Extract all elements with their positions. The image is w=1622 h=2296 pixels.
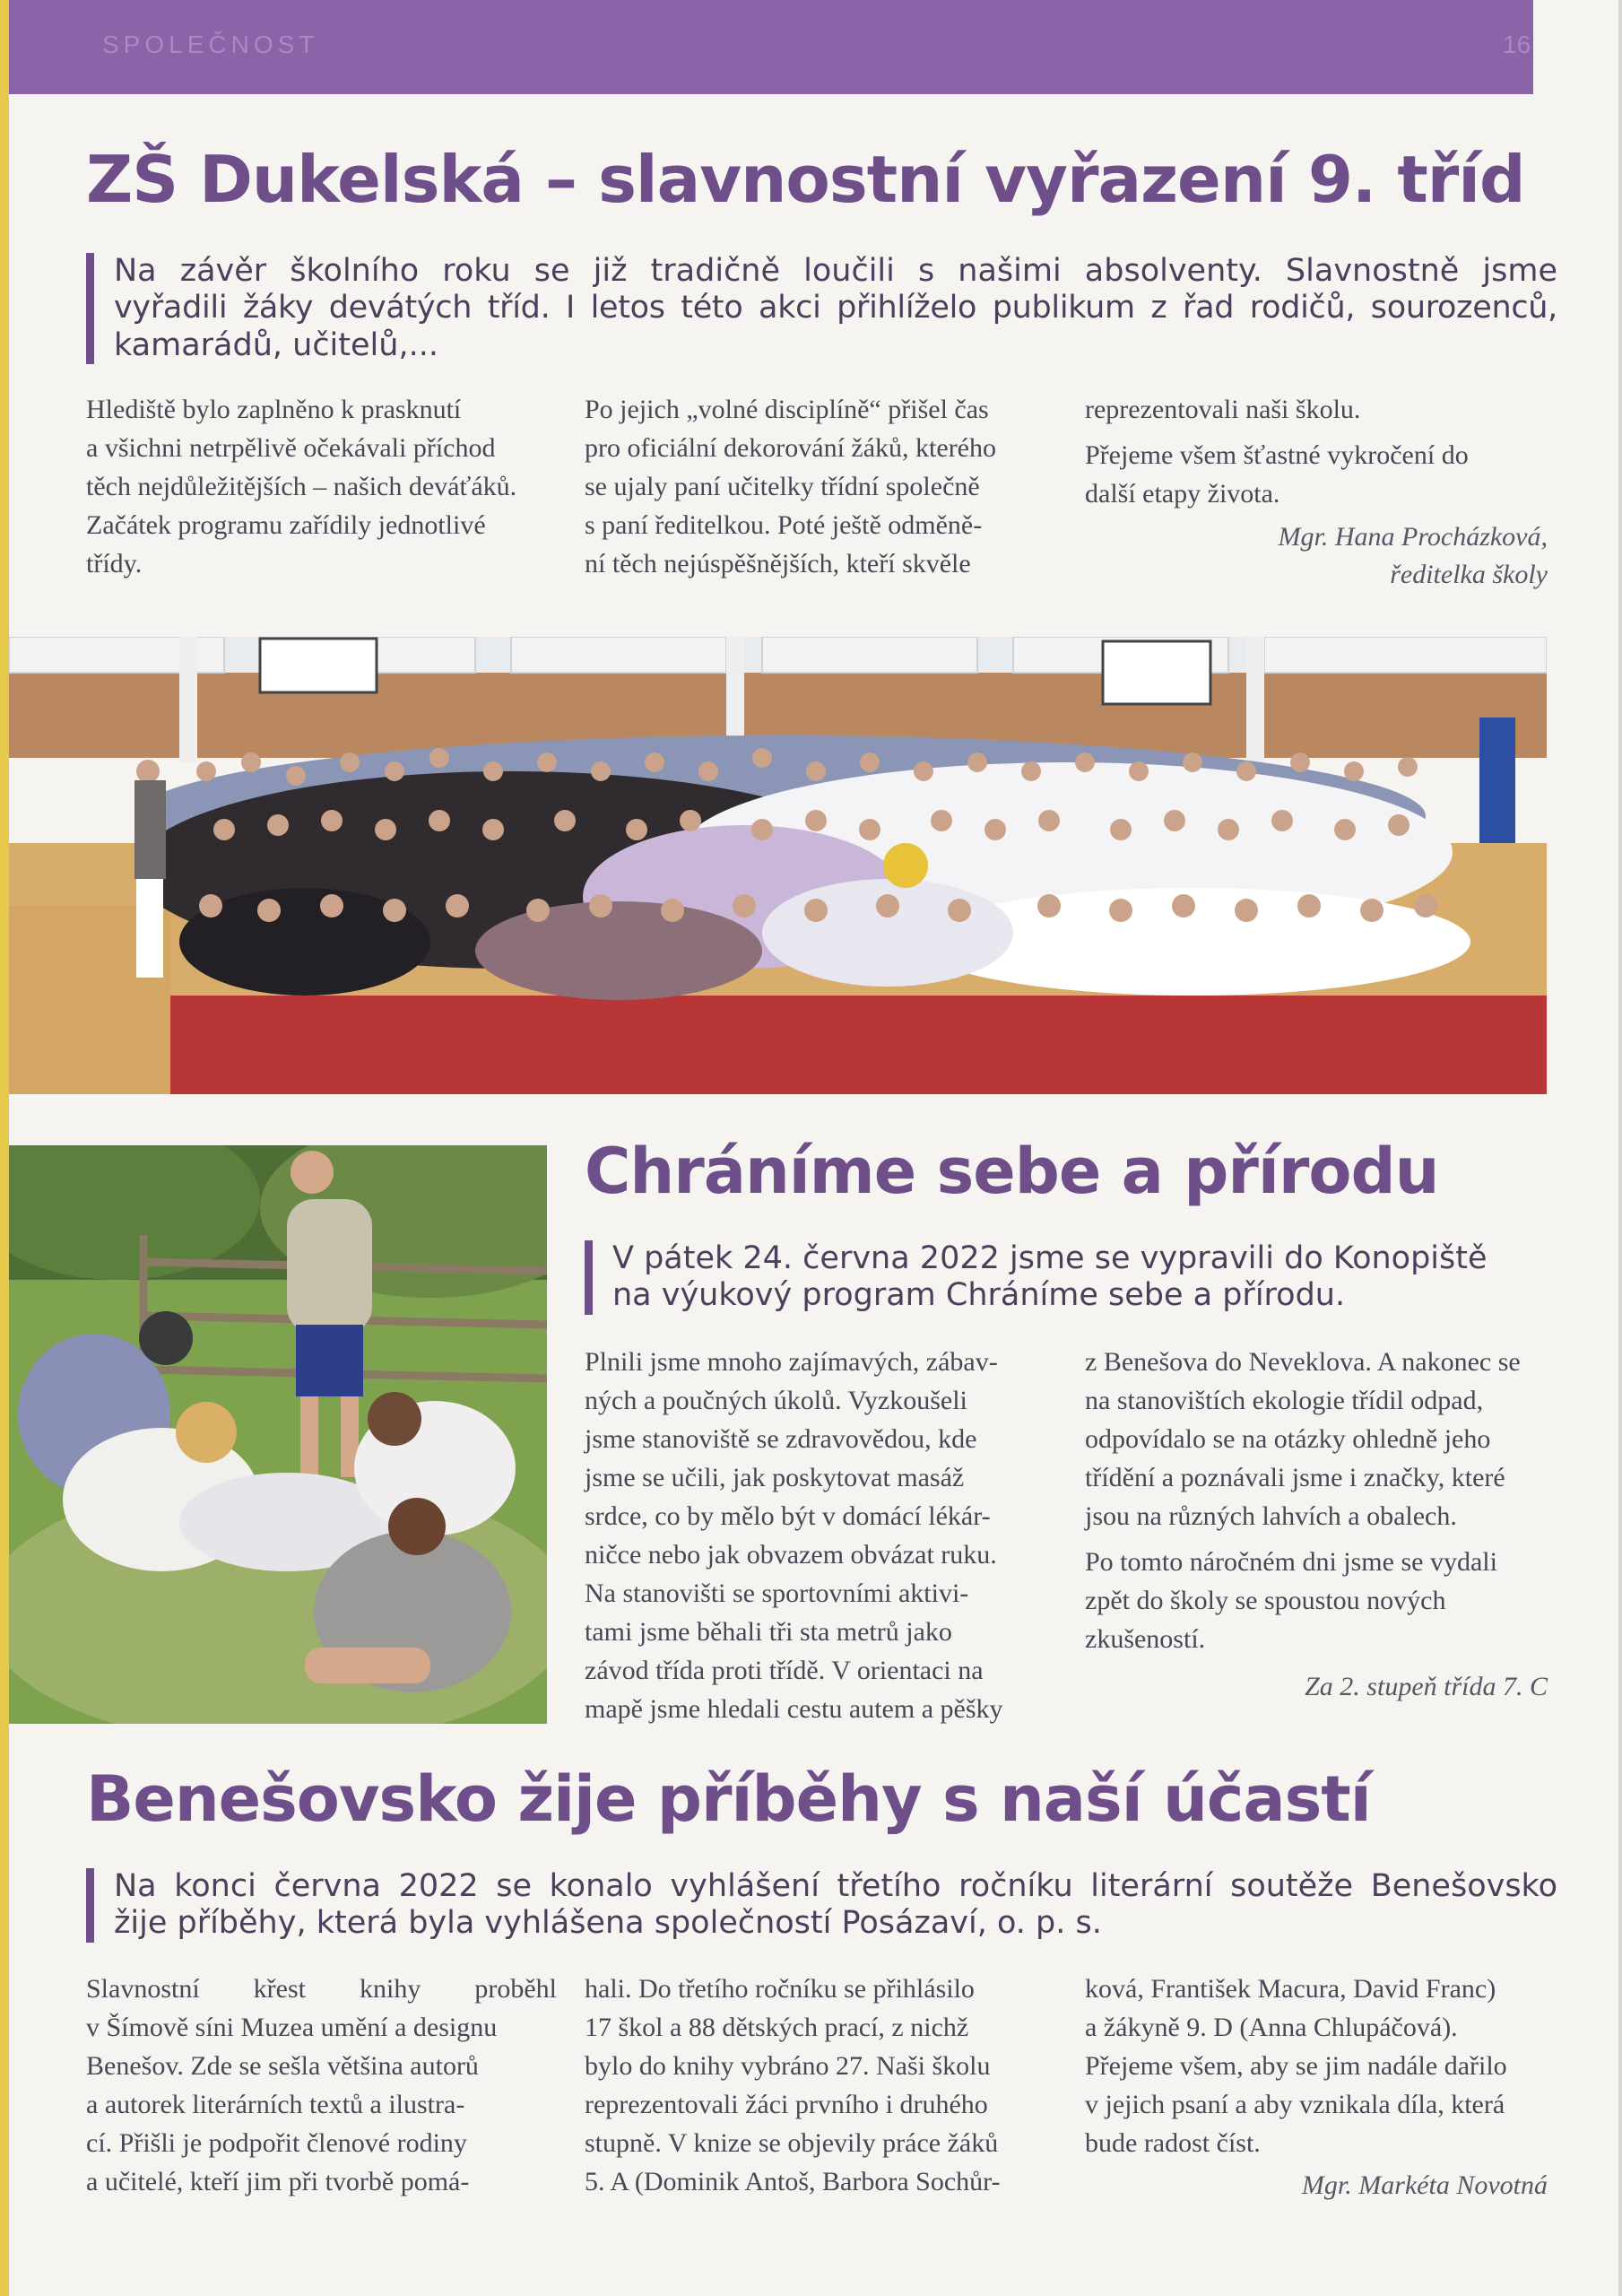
- graduation-group-photo: [9, 637, 1547, 1094]
- article2-signature: Za 2. stupeň třída 7. C: [1305, 1672, 1548, 1701]
- text-line: Na stanovišti se sportovními aktivi-: [585, 1578, 969, 1608]
- text-line: další etapy života.: [1085, 479, 1280, 509]
- outdoor-activity-photo: [9, 1145, 547, 1724]
- text-line: srdce, co by mělo být v domácí lékár-: [585, 1501, 991, 1531]
- text-line: třídy.: [86, 549, 143, 578]
- text-line: ných a poučných úkolů. Vyzkoušeli: [585, 1386, 967, 1415]
- text-line: Benešov. Zde se sešla většina autorů: [86, 2051, 479, 2081]
- lead-line: kamarádů, učitelů,...: [114, 326, 438, 363]
- text-line: 17 škol a 88 dětských prací, z nichž: [585, 2013, 969, 2042]
- text-line: a žákyně 9. D (Anna Chlupáčová).: [1085, 2013, 1458, 2042]
- lead-line: Na konci června 2022 se konalo vyhlášení třetího ročníku literární soutěže Benešovsko: [114, 1868, 1557, 1904]
- lead-line: na výukový program Chráníme sebe a přírodu.: [612, 1277, 1346, 1314]
- text-line: 5. A (Dominik Antoš, Barbora Sochůr-: [585, 2167, 1001, 2196]
- lead-line: Na závěr školního roku se již tradičně loučili s našimi absolventy. Slavnostně jsme: [114, 253, 1557, 289]
- text-line: stupně. V knize se objevily práce žáků: [585, 2128, 999, 2158]
- text-line: tami jsme běhali tři sta metrů jako: [585, 1617, 952, 1647]
- lead-line: žije příběhy, která byla vyhlášena společností Posázaví, o. p. s.: [114, 1905, 1102, 1942]
- text-line: v Šímově síni Muzea umění a designu: [86, 2013, 498, 2042]
- page-edge: [0, 0, 9, 2296]
- text-line: pro oficiální dekorování žáků, kterého: [585, 433, 996, 463]
- text-line: Začátek programu zařídily jednotlivé: [86, 510, 486, 540]
- text-line: bude radost číst.: [1085, 2128, 1261, 2158]
- article1-signature: [1085, 518, 1548, 594]
- text-line: závod třída proti třídě. V orientaci na: [585, 1656, 984, 1685]
- text-line: Hlediště bylo zaplněno k prasknutí: [86, 395, 462, 424]
- header-bar: [9, 0, 1533, 94]
- article2-lead: [585, 1240, 1554, 1315]
- text-line: Přejeme všem, aby se jim nadále dařilo: [1085, 2051, 1507, 2081]
- text-line: reprezentovali naši školu.: [1085, 395, 1361, 424]
- text-line: Plnili jsme mnoho zajímavých, zábav-: [585, 1347, 998, 1377]
- text-line: se ujaly paní učitelky třídní společně: [585, 472, 980, 501]
- text-line: ková, František Macura, David Franc): [1085, 1974, 1496, 2004]
- article1-lead: [86, 253, 1557, 364]
- article3-column-3: [1085, 1970, 1548, 2205]
- article3-column-1: [86, 1970, 557, 2201]
- article1-column-1: [86, 390, 557, 583]
- article3-lead: [86, 1868, 1557, 1943]
- text-line: v jejich psaní a aby vznikala díla, která: [1085, 2090, 1505, 2119]
- article3-column-2: [585, 1970, 1055, 2201]
- page-number: 16: [1503, 30, 1531, 58]
- text-line: hali. Do třetího ročníku se přihlásilo: [585, 1974, 975, 2004]
- text-line: z Benešova do Neveklova. A nakonec se: [1085, 1347, 1521, 1377]
- text-line: Slavnostní křest knihy proběhl: [86, 1974, 557, 2004]
- signature-line: ředitelka školy: [1390, 560, 1548, 589]
- lead-line: V pátek 24. června 2022 jsme se vypravili do Konopiště: [612, 1240, 1488, 1276]
- article2-column-1: [585, 1343, 1055, 1728]
- article1-column-3: [1085, 390, 1548, 594]
- text-line: Přejeme všem šťastné vykročení do: [1085, 440, 1469, 470]
- text-line: odpovídalo se na otázky ohledně jeho: [1085, 1424, 1491, 1454]
- text-line: jsou na různých lahvích a obalech.: [1085, 1501, 1457, 1531]
- text-line: třídění a poznávali jsme i značky, které: [1085, 1463, 1505, 1492]
- text-line: s paní ředitelkou. Poté ještě odměně-: [585, 510, 983, 540]
- text-line: těch nejdůležitějších – našich deváťáků.: [86, 472, 517, 501]
- text-line: reprezentovali žáci prvního i druhého: [585, 2090, 988, 2119]
- article2-column-2: [1085, 1343, 1548, 1706]
- text-line: a všichni netrpělivě očekávali příchod: [86, 433, 496, 463]
- text-line: bylo do knihy vybráno 27. Naši školu: [585, 2051, 991, 2081]
- text-line: cí. Přišli je podpořit členové rodiny: [86, 2128, 467, 2158]
- text-line: ní těch nejúspěšnějších, kteří skvěle: [585, 549, 971, 578]
- text-line: jsme stanoviště se zdravovědou, kde: [585, 1424, 977, 1454]
- text-line: zpět do školy se spoustou nových: [1085, 1586, 1446, 1615]
- text-line: jsme se učili, jak poskytovat masáž: [585, 1463, 965, 1492]
- lead-line: vyřadili žáky devátých tříd. I letos této akci přihlíželo publikum z řad rodičů, sourozenců,: [114, 290, 1557, 326]
- text-line: zkušeností.: [1085, 1624, 1206, 1654]
- signature-line: Mgr. Hana Procházková,: [1278, 522, 1548, 552]
- article2-title: Chráníme sebe a přírodu: [585, 1135, 1439, 1208]
- text-line: Po jejich „volné disciplíně“ přišel čas: [585, 395, 989, 424]
- article3-title: Benešovsko žije příběhy s naší účastí: [86, 1762, 1371, 1836]
- text-line: a autorek literárních textů a ilustra-: [86, 2090, 465, 2119]
- text-line: a učitelé, kteří jim při tvorbě pomá-: [86, 2167, 470, 2196]
- text-line: ničce nebo jak obvazem obvázat ruku.: [585, 1540, 997, 1570]
- section-label: SPOLEČNOST: [102, 30, 319, 58]
- article3-signature: Mgr. Markéta Novotná: [1301, 2170, 1548, 2200]
- text-line: Po tomto náročném dni jsme se vydali: [1085, 1547, 1497, 1577]
- page-shadow: [1618, 0, 1622, 2296]
- text-line: mapě jsme hledali cestu autem a pěšky: [585, 1694, 1003, 1724]
- text-line: na stanovištích ekologie třídil odpad,: [1085, 1386, 1484, 1415]
- article1-title: ZŠ Dukelská – slavnostní vyřazení 9. tříd: [86, 142, 1525, 217]
- article1-column-2: [585, 390, 1055, 583]
